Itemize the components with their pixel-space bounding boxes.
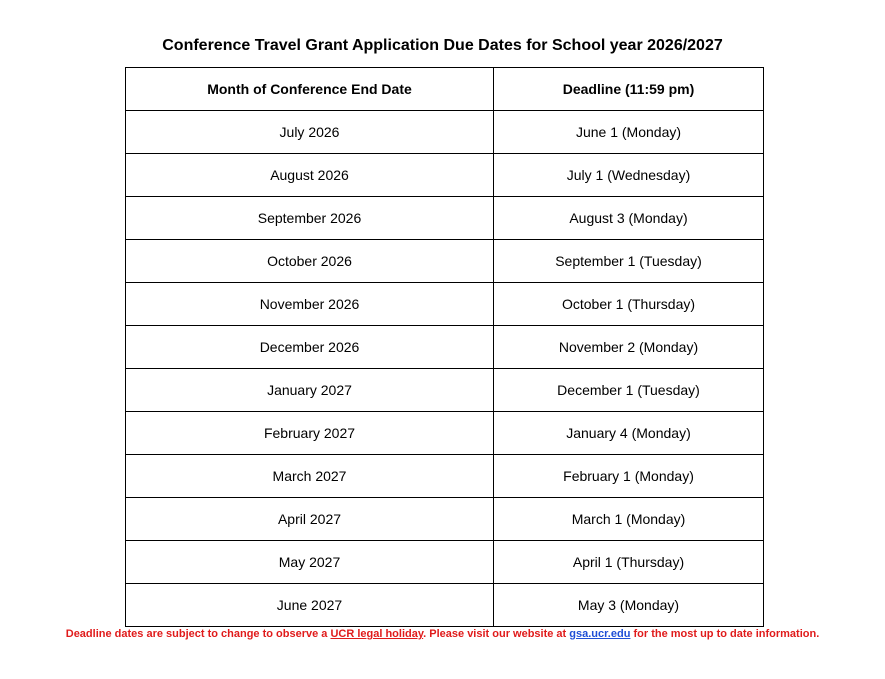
table-row — [126, 111, 764, 154]
column-header-deadline: Deadline (11:59 pm) — [494, 68, 764, 111]
table-row — [126, 283, 764, 326]
month-cell: November 2026 — [126, 283, 494, 326]
table-row — [126, 584, 764, 627]
deadline-cell: October 1 (Thursday) — [494, 283, 764, 326]
month-cell: March 2027 — [126, 455, 494, 498]
table-row — [126, 154, 764, 197]
page-title: Conference Travel Grant Application Due Dates for School year 2026/2027 — [162, 37, 723, 54]
table-row — [126, 369, 764, 412]
deadline-cell: September 1 (Tuesday) — [494, 240, 764, 283]
deadline-cell: July 1 (Wednesday) — [494, 154, 764, 197]
holiday-link[interactable]: UCR legal holiday — [330, 628, 424, 640]
month-cell: February 2027 — [126, 412, 494, 455]
deadline-cell: January 4 (Monday) — [494, 412, 764, 455]
month-cell: May 2027 — [126, 541, 494, 584]
deadline-cell: August 3 (Monday) — [494, 197, 764, 240]
footnote-text: Deadline dates are subject to change to observe a — [65, 628, 331, 640]
table-row — [126, 541, 764, 584]
deadline-cell: December 1 (Tuesday) — [494, 369, 764, 412]
footnote-text: for the most up to date information. — [630, 628, 820, 640]
table-row — [126, 498, 764, 541]
month-cell: December 2026 — [126, 326, 494, 369]
deadline-cell: April 1 (Thursday) — [494, 541, 764, 584]
table-row — [126, 412, 764, 455]
month-cell: January 2027 — [126, 369, 494, 412]
deadline-cell: February 1 (Monday) — [494, 455, 764, 498]
deadline-cell: May 3 (Monday) — [494, 584, 764, 627]
month-cell: June 2027 — [126, 584, 494, 627]
deadline-cell: March 1 (Monday) — [494, 498, 764, 541]
month-cell: July 2026 — [126, 111, 494, 154]
table-row — [126, 240, 764, 283]
deadline-cell: June 1 (Monday) — [494, 111, 764, 154]
table-row — [126, 197, 764, 240]
table-header-row — [126, 68, 764, 111]
month-cell: October 2026 — [126, 240, 494, 283]
month-cell: September 2026 — [126, 197, 494, 240]
footnote-text: . Please visit our website at — [423, 628, 570, 640]
footnote — [0, 627, 885, 642]
deadline-cell: November 2 (Monday) — [494, 326, 764, 369]
month-cell: April 2027 — [126, 498, 494, 541]
table-row — [126, 455, 764, 498]
website-link[interactable]: gsa.ucr.edu — [569, 628, 631, 640]
table-row — [126, 326, 764, 369]
month-cell: August 2026 — [126, 154, 494, 197]
due-dates-table — [125, 67, 764, 627]
column-header-month: Month of Conference End Date — [126, 68, 494, 111]
